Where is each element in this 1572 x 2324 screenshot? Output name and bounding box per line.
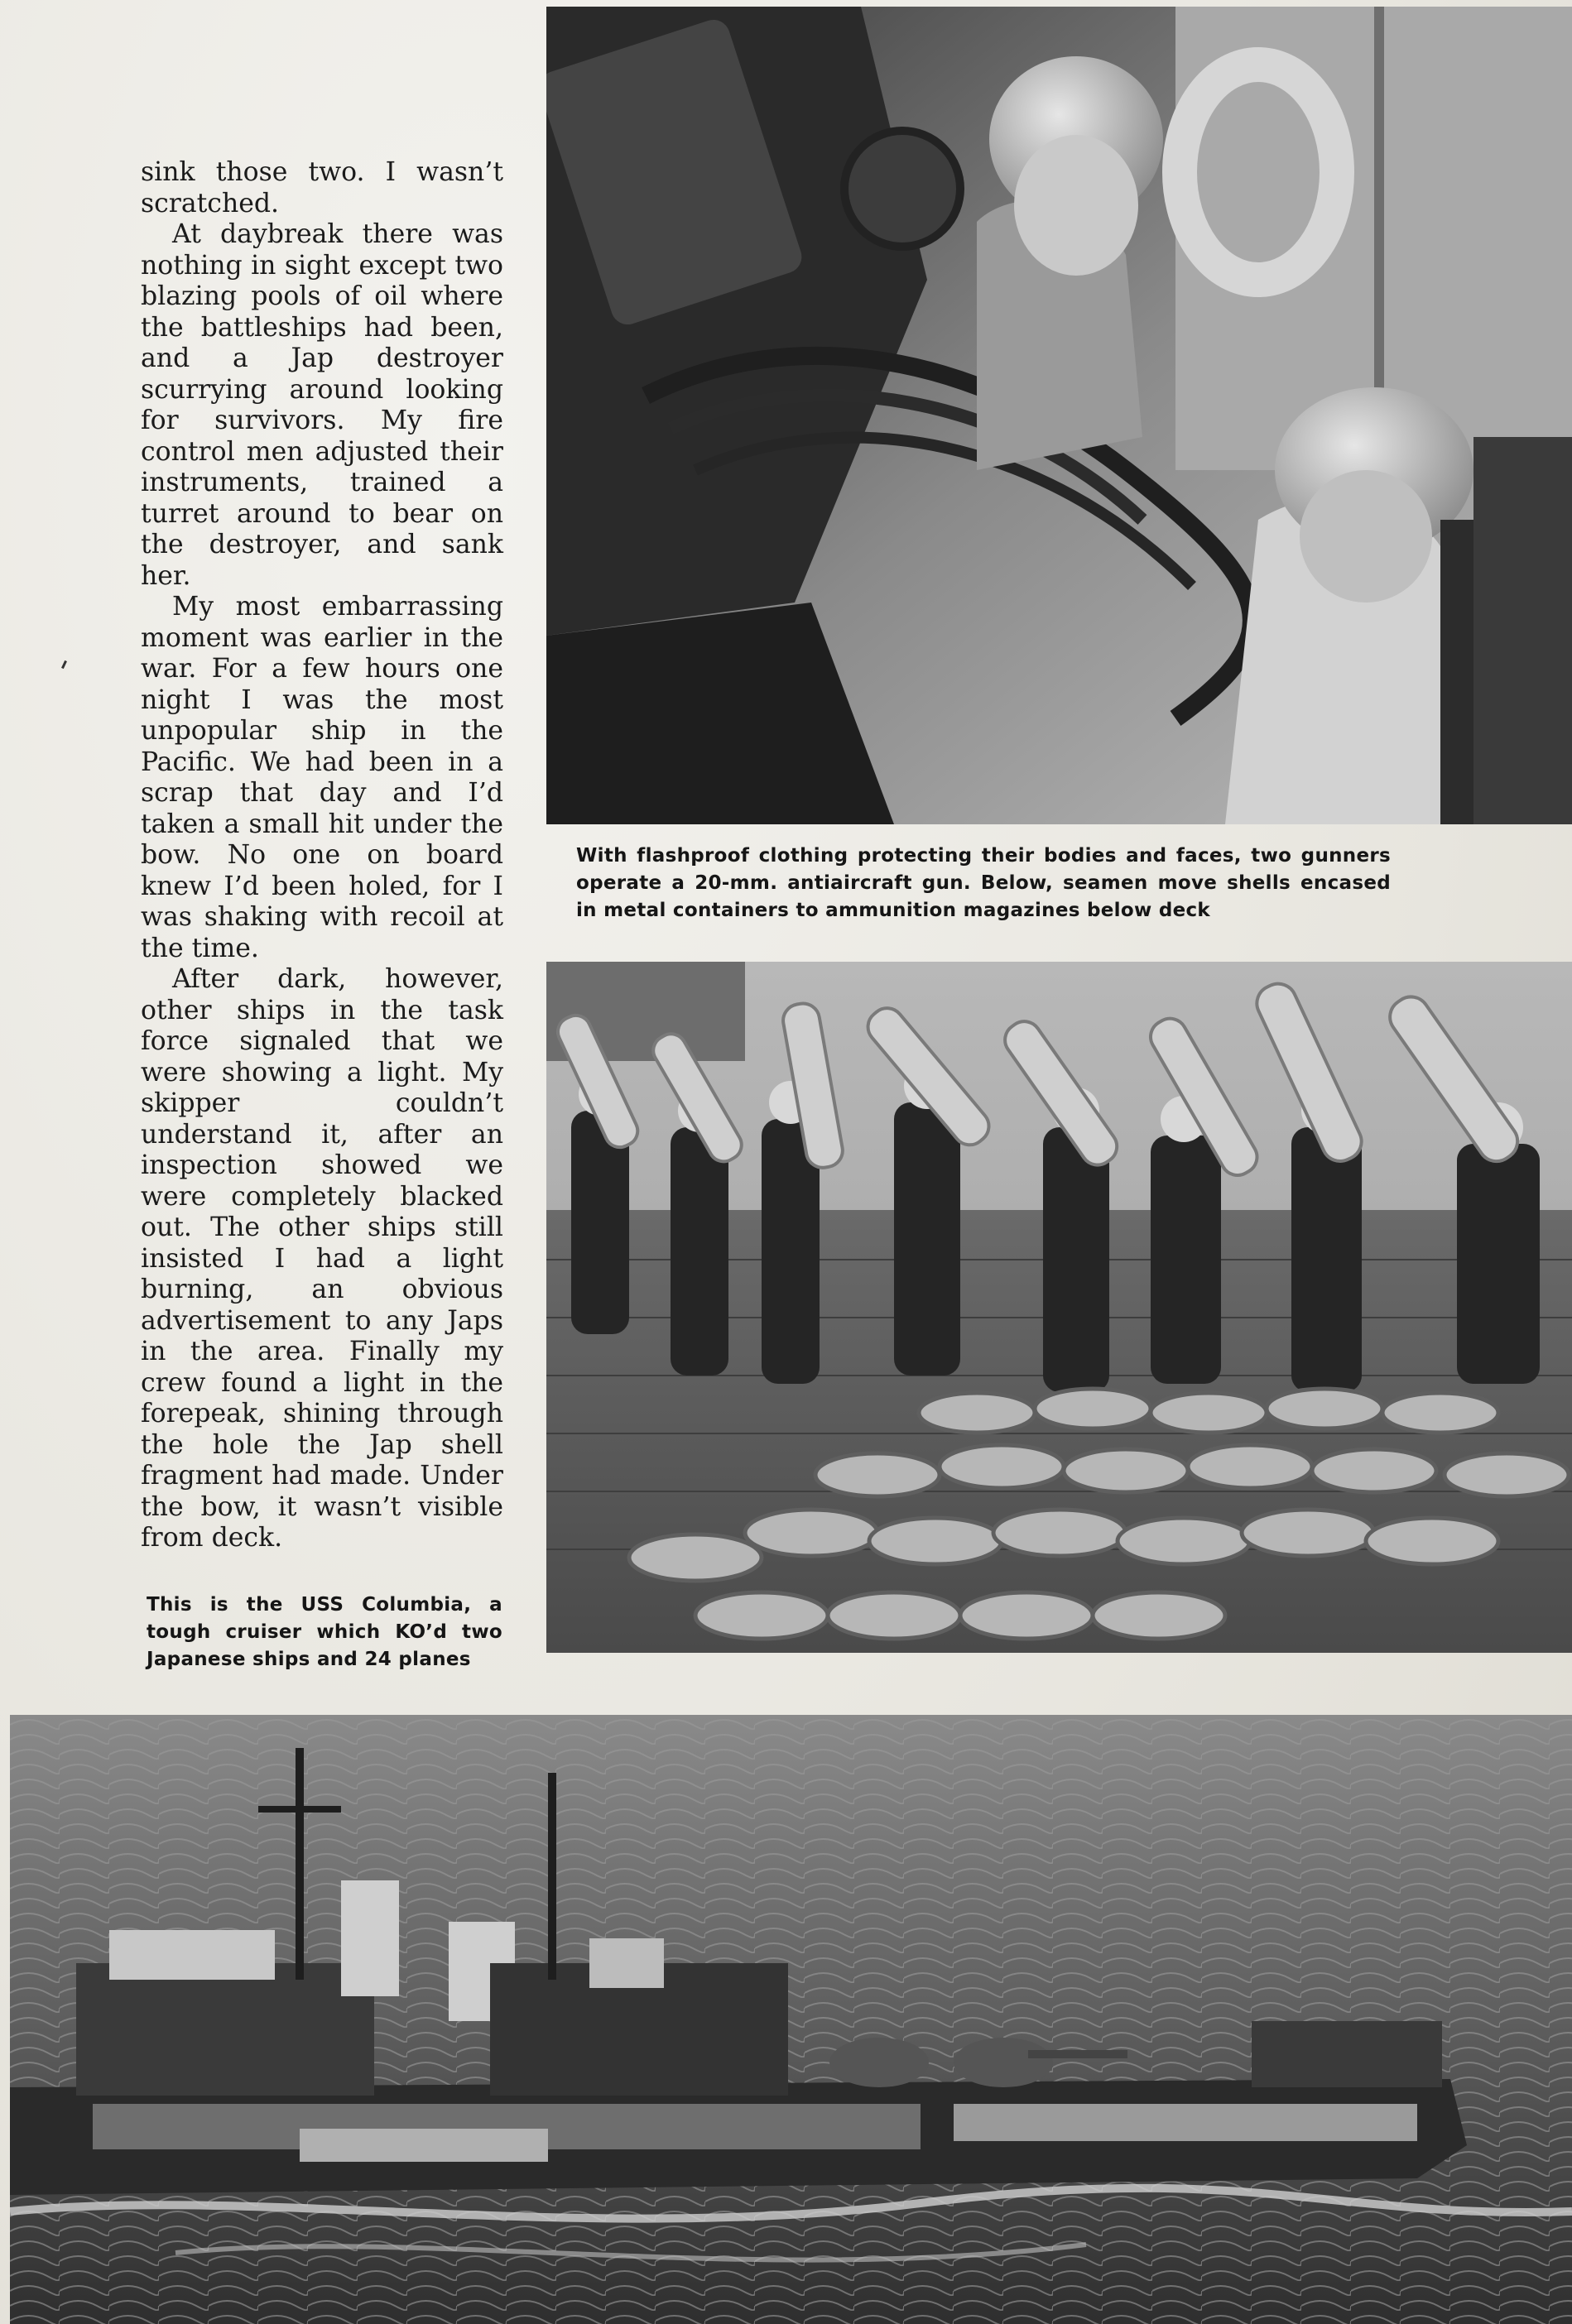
article-paragraph-1: sink those two. I wasn’t scratched. (141, 157, 503, 218)
caption-uss-columbia: This is the USS Columbia, a tough cruiser which KO’d two Japanese ships and 24 planes (147, 1594, 502, 1670)
article-text-column (141, 157, 503, 1554)
photo-gunners-antiaircraft (546, 7, 1572, 824)
shells-illustration (546, 962, 1572, 1653)
print-speck (61, 660, 67, 669)
gunners-illustration (546, 7, 1572, 824)
article-paragraph-4: After dark, however, other ships in the task force signaled that we were showing a light. My skipper couldn’t understand it, after an inspection showed we were completely blacked out. The other ships still insisted I had a light burning, an obvious advertisement to any Japs in the area. Finally my crew found a light in the forepeak, shining through the hole the Jap shell fragment had made. Under the bow, it wasn’t visible from deck. (141, 964, 503, 1553)
cruiser-illustration (10, 1715, 1572, 2324)
caption-gunners-and-shells: With flashproof clothing protecting their bodies and faces, two gunners operate a 20-mm. antiaircraft gun. Below, seamen move shells encased in metal containers to ammunition magazines below deck (576, 845, 1391, 921)
photo-seamen-moving-shells (546, 962, 1572, 1653)
photo-uss-columbia-cruiser (10, 1715, 1572, 2324)
article-paragraph-3: My most embarrassing moment was earlier in the war. For a few hours one night I was the most unpopular ship in the Pacific. We had been in a scrap that day and I’d taken a small hit under the bow. No one on board knew I’d been holed, for I was shaking with recoil at the time. (141, 592, 503, 963)
article-paragraph-2: At daybreak there was nothing in sight except two blazing pools of oil where the battleships had been, and a Jap destroyer scurrying around looking for survivors. My fire control men adjusted their instruments, trained a turret around to bear on the destroyer, and sank her. (141, 219, 503, 591)
